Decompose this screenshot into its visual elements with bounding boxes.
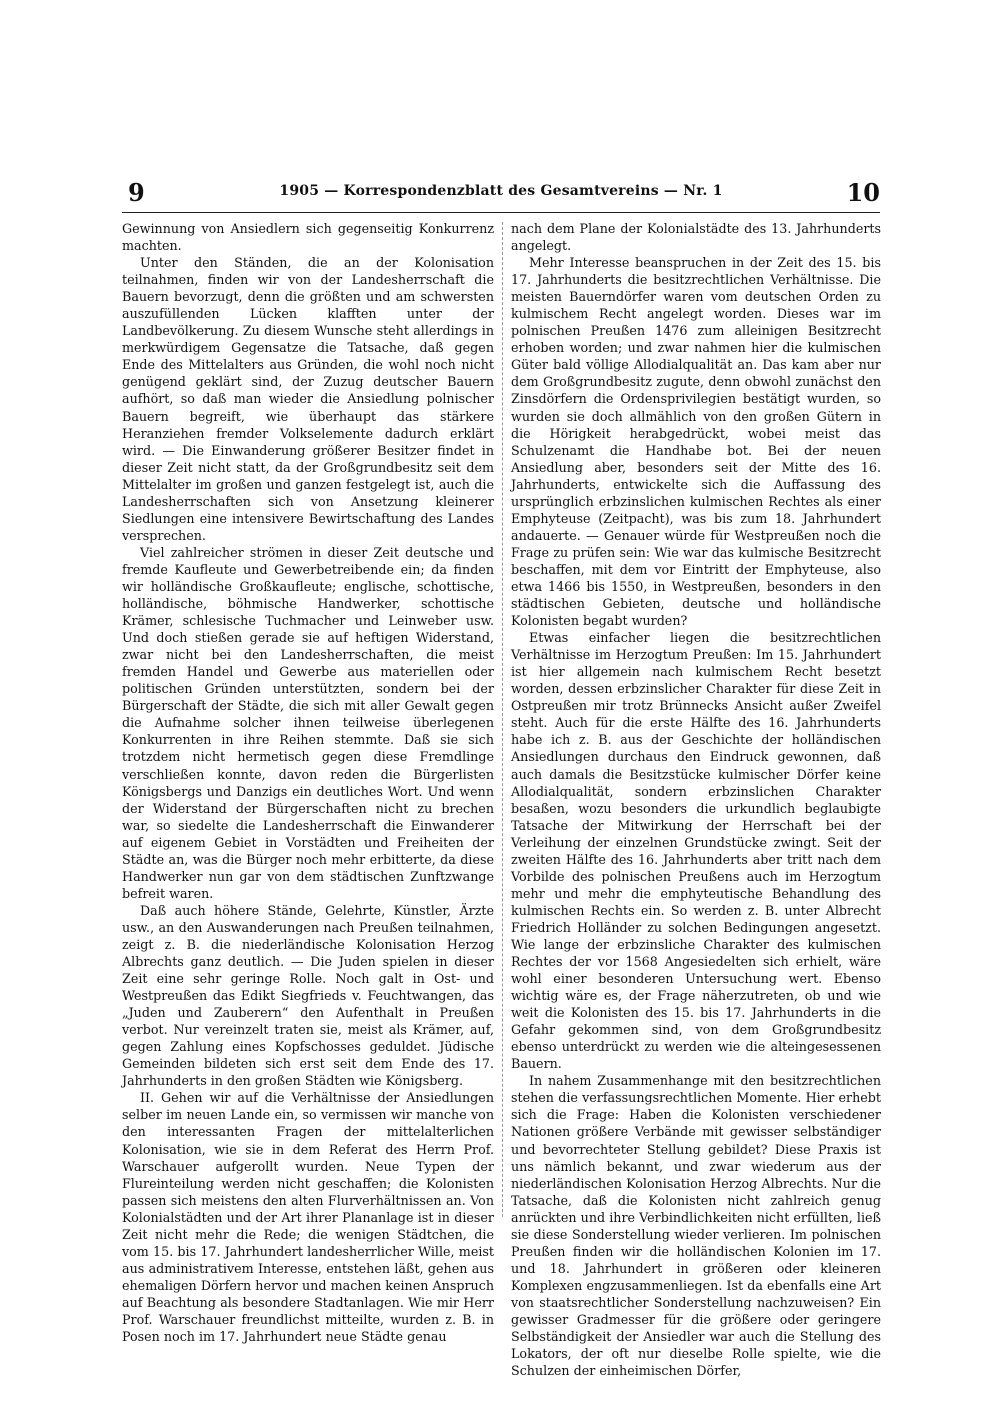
page-header (122, 178, 880, 210)
left-column (122, 220, 494, 1345)
page-number-left: 9 (128, 178, 145, 207)
running-title: 1905 — Korrespondenzblatt des Gesamtvereins — Nr. 1 (279, 183, 723, 199)
right-column (511, 220, 881, 1379)
paragraph: Unter den Ständen, die an der Kolonisation teilnahmen, finden wir von der Landesherrschaft die Bauern bevorzugt, denn die größten und am schwersten auszufüllenden Lücken klafften unter der Landbevölkerung. Zu diesem Wunsche steht allerdings in merkwürdigem Gegensatze die Tatsache, daß gegen Ende des Mittelalters aus Gründen, die wohl noch nicht genügend geklärt sind, der Zuzug deutscher Bauern aufhört, so daß man wieder die Ansiedlung polnischer Bauern begreift, wie überhaupt das stärkere Heranziehen fremder Volkselemente dadurch erklärt wird. — Die Einwanderung größerer Besitzer findet in dieser Zeit nicht statt, da der Großgrundbesitz seit dem Mittelalter im großen und ganzen festgelegt ist, auch die Landesherrschaften sich von Ansetzung kleinerer Siedlungen eine intensivere Bewirtschaftung des Landes versprechen. (122, 255, 494, 543)
paragraph: II. Gehen wir auf die Verhältnisse der Ansiedlungen selber im neuen Lande ein, so vermissen wir manche von den interessanten Fragen der mittelalterlichen Kolonisation, wie sie in dem Referat des Herrn Prof. Warschauer aufgerollt wurden. Neue Typen der Flureinteilung werden nicht geschaffen; die Kolonisten passen sich meistens den alten Flurverhältnissen an. Von Kolonialstädten und der Art ihrer Plananlage ist in dieser Zeit nicht mehr die Rede; die wenigen Städtchen, die vom 15. bis 17. Jahrhundert landesherrlicher Wille, meist aus administrativem Interesse, entstehen läßt, gehen aus ehemaligen Dörfern hervor und machen keinen Anspruch auf Beachtung als besondere Stadtanlagen. Wie mir Herr Prof. Warschauer freundlichst mitteilte, wurden z. B. in Posen noch im 17. Jahrhundert neue Städte genau (122, 1090, 494, 1345)
column-divider (502, 222, 503, 1217)
paragraph: nach dem Plane der Kolonialstädte des 13. Jahrhunderts angelegt. (511, 221, 881, 254)
paragraph: Viel zahlreicher strömen in dieser Zeit deutsche und fremde Kaufleute und Gewerbetreibende ein; da finden wir holländische Großkaufleute; englische, schottische, holländische, böhmische Handwerker, schottische Krämer, schlesische Tuchmacher und Leinweber usw. Und doch stießen gerade sie auf heftigen Widerstand, zwar nicht bei den Landesherrschaften, die meist fremden Handel und Gewerbe aus materiellen oder politischen Gründen unterstützten, sondern bei der Bürgerschaft der Städte, die sich mit aller Gewalt gegen die Aufnahme solcher ihnen teilweise überlegenen Konkurrenten in ihre Reihen stemmte. Daß sie sich trotzdem nicht hermetisch gegen diese Fremdlinge verschließen konnte, davon reden die Bürgerlisten Königsbergs und Danzigs ein deutliches Wort. Und wenn der Widerstand der Bürgerschaften nicht zu brechen war, so siedelte die Landesherrschaft die Einwanderer auf eigenem Gebiet in Vorstädten und Freiheiten der Städte an, was die Bürger noch mehr erbitterte, da diese Handwerker nun gar von dem städtischen Zunftzwange befreit waren. (122, 544, 494, 901)
page-number-right: 10 (846, 178, 880, 207)
paragraph: In nahem Zusammenhange mit den besitzrechtlichen stehen die verfassungsrechtlichen Momente. Hier erhebt sich die Frage: Haben die Kolonisten verschiedener Nationen größere Verbände mit gewisser selbständiger und bevorrechteter Stellung gebildet? Diese Praxis ist uns nämlich bekannt, und zwar wiederum aus der niederländischen Kolonisation Herzog Albrechts. Nur die Tatsache, daß die Kolonisten nicht zahlreich genug anrückten und ihre Verbindlichkeiten nicht erfüllten, ließ sie diese Sonderstellung wieder verlieren. Im polnischen Preußen finden wir die holländischen Kolonien im 17. und 18. Jahrhundert in größeren oder kleineren Komplexen engzusammenliegen. Ist da ebenfalls eine Art von staatsrechtlicher Sonderstellung nachzuweisen? Ein gewisser Gradmesser für die größere oder geringere Selbständigkeit der Ansiedler war auch die Stellung des Lokators, der oft nur dieselbe Rolle spielte, wie die Schulzen der einheimischen Dörfer, (511, 1073, 881, 1379)
paragraph: Daß auch höhere Stände, Gelehrte, Künstler, Ärzte usw., an den Auswanderungen nach Preußen teilnahmen, zeigt z. B. die niederländische Kolonisation Herzog Albrechts ganz deutlich. — Die Juden spielen in dieser Zeit eine sehr geringe Rolle. Noch galt in Ost- und Westpreußen das Edikt Siegfrieds v. Feuchtwangen, das „Juden und Zauberern“ den Aufenthalt in Preußen verbot. Nur vereinzelt traten sie, meist als Krämer, auf, gegen Zahlung eines Kopfschosses geduldet. Jüdische Gemeinden bildeten sich erst seit dem Ende des 17. Jahrhunderts in den großen Städten wie Königsberg. (122, 902, 494, 1089)
header-rule (122, 212, 880, 213)
paragraph: Mehr Interesse beanspruchen in der Zeit des 15. bis 17. Jahrhunderts die besitzrechtlichen Verhältnisse. Die meisten Bauerndörfer waren vom deutschen Orden zu kulmischem Recht angelegt worden. Dieses war im polnischen Preußen 1476 zum alleinigen Besitzrecht erhoben worden; und zwar nahmen hier die kulmischen Güter bald völlige Allodialqualität an. Das kam aber nur dem Großgrundbesitz zugute, denn obwohl zunächst den Zinsdörfern die Ordensprivilegien bestätigt wurden, so wurden sie doch allmählich von den großen Gütern in die Hörigkeit herabgedrückt, wobei meist das Schulzenamt die Handhabe bot. Bei der neuen Ansiedlung aber, besonders seit der Mitte des 16. Jahrhunderts, entwickelte sich die Auffassung des ursprünglich erbzinslichen kulmischen Rechtes als einer Emphyteuse (Zeitpacht), was bis zum 18. Jahrhundert andauerte. — Genauer würde für Westpreußen noch die Frage zu prüfen sein: Wie war das kulmische Besitzrecht beschaffen, mit dem vor Eintritt der Emphyteuse, also etwa 1466 bis 1550, in Westpreußen, besonders in den städtischen Gebieten, deutsche und holländische Kolonisten begabt wurden? (511, 255, 881, 629)
paragraph: Etwas einfacher liegen die besitzrechtlichen Verhältnisse im Herzogtum Preußen: Im 15. Jahrhundert ist hier allgemein nach kulmischem Recht besetzt worden, dessen erbzinslicher Charakter für diese Zeit in Ostpreußen mir trotz Brünnecks Ansicht außer Zweifel steht. Auch für die erste Hälfte des 16. Jahrhunderts habe ich z. B. aus der Geschichte der holländischen Ansiedlungen durchaus den Eindruck gewonnen, daß auch damals die Besitzstücke kulmischer Dörfer keine Allodialqualität, sondern erbzinslichen Charakter besaßen, wozu besonders die urkundlich beglaubigte Tatsache der Mitwirkung der Herrschaft bei der Verleihung der einzelnen Grundstücke zwingt. Seit der zweiten Hälfte des 16. Jahrhunderts aber tritt nach dem Vorbilde des polnischen Preußens auch im Herzogtum mehr und mehr die emphyteutische Behandlung des kulmischen Rechts ein. So werden z. B. unter Albrecht Friedrich Holländer zu solchen Bedingungen angesetzt. Wie lange der erbzinsliche Charakter des kulmischen Rechtes der vor 1568 Angesiedelten sich erhielt, wäre wohl einer besonderen Untersuchung wert. Ebenso wichtig wäre es, der Frage näherzutreten, ob und wie weit die Kolonisten des 15. bis 17. Jahrhunderts in die Gefahr gekommen sind, von dem Großgrundbesitz ebenso unterdrückt zu werden wie die alteingesessenen Bauern. (511, 630, 881, 1072)
paragraph: Gewinnung von Ansiedlern sich gegenseitig Konkurrenz machten. (122, 221, 494, 254)
